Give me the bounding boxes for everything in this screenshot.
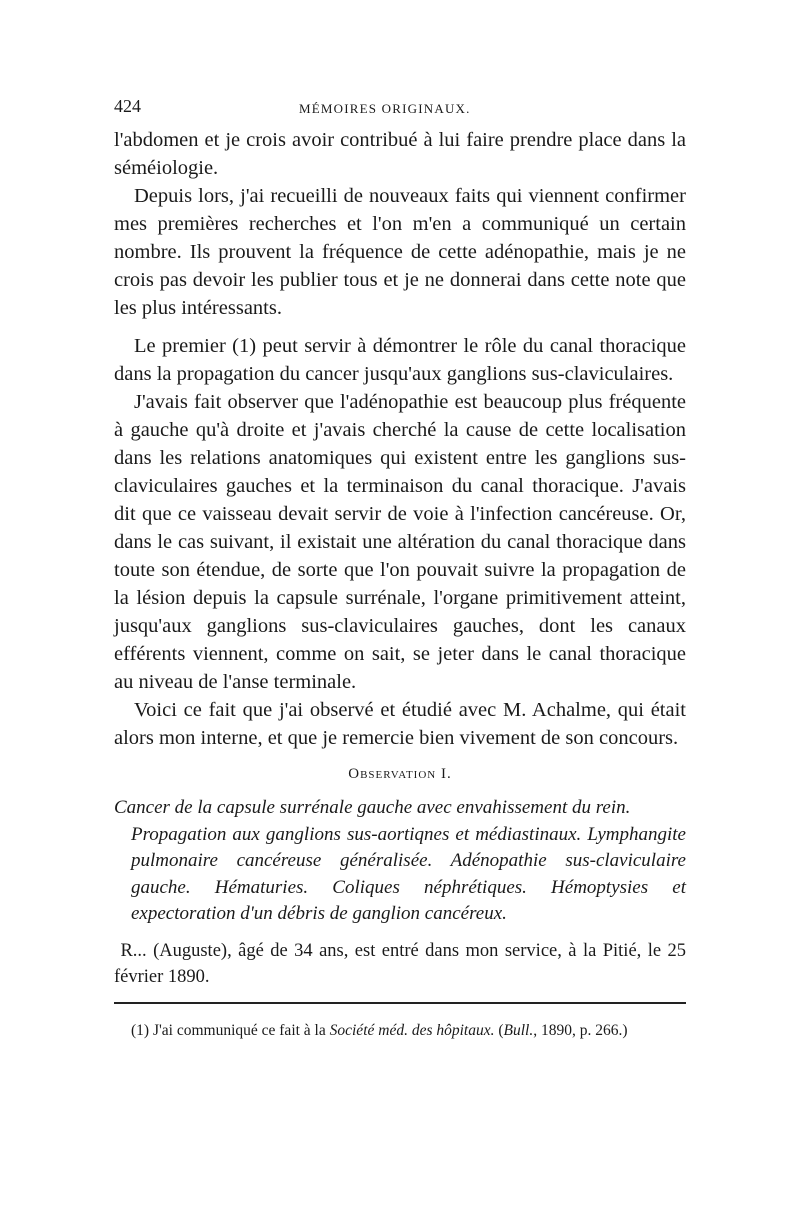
footnote-lead: (1) J'ai communiqué ce fait à la	[131, 1021, 326, 1039]
paragraph-gap	[114, 322, 686, 332]
page-number: 424	[114, 96, 141, 116]
footnote-rule	[114, 1002, 686, 1004]
paragraph-continuation: l'abdomen et je crois avoir contribué à lui faire prendre place dans la séméiologie.	[114, 129, 686, 179]
paragraph-depuis-lors: Depuis lors, j'ai recueilli de nouveaux faits qui viennent confirmer mes premières recherches et l'on m'en a communiqué un certain nombre. Ils prouvent la fréquence de cette adénopathie, mais je ne crois pas devoir les publier tous et je ne donnerai dans cette note que les plus intéressants.	[114, 185, 686, 319]
footnote-journal: Société méd. des hôpitaux.	[329, 1021, 495, 1039]
observation-patient-line: R... (Auguste), âgé de 34 ans, est entré dans mon service, à la Pitié, le 25 février 1890.	[114, 940, 687, 987]
observation-text	[114, 938, 686, 990]
observation-summary-first: Cancer de la capsule surrénale gauche avec envahissement du rein.	[114, 797, 631, 818]
main-text	[114, 126, 686, 752]
footnote	[114, 1020, 686, 1042]
observation-heading: Observation I.	[348, 766, 452, 782]
page	[114, 96, 686, 1042]
running-head	[114, 96, 686, 126]
paragraph-voici-ce-fait: Voici ce fait que j'ai observé et étudié avec M. Achalme, qui était alors mon interne, et que je remercie bien vivement de son concours.	[114, 699, 686, 749]
observation-summary-rest: Propagation aux ganglions sus-aortiqnes et médiastinaux. Lymphangite pulmonaire cancéreuse généralisée. Adénopathie sus-claviculaire gauche. Hématuries. Coliques néphrétiques. Hémoptysies et expectoration d'un débris de ganglion cancéreux.	[131, 823, 686, 924]
paragraph-le-premier: Le premier (1) peut servir à démontrer le rôle du canal thoracique dans la propagation du cancer jusqu'aux ganglions sus-claviculaires.	[114, 335, 686, 385]
observation-summary	[114, 795, 686, 928]
footnote-tail: , 1890, p. 266.)	[533, 1021, 628, 1039]
footnote-paren-open: (	[498, 1021, 504, 1039]
running-title: MÉMOIRES ORIGINAUX.	[299, 101, 471, 116]
paragraph-javais-fait: J'avais fait observer que l'adénopathie est beaucoup plus fréquente à gauche qu'à droite et j'avais cherché la cause de cette localisation dans les relations anatomiques qui existent entre les ganglions sus-claviculaires gauches et la terminaison du canal thoracique. J'avais dit que ce vaisseau devait servir de voie à l'infection cancéreuse. Or, dans le cas suivant, il existait une altération du canal thoracique dans toute son étendue, de sorte que l'on pouvait suivre la propagation de la lésion depuis la capsule surrénale, l'organe primitivement atteint, jusqu'aux ganglions sus-claviculaires gauches, dont les canaux efférents viennent, comme on sait, se jeter dans le canal thoracique au niveau de l'anse terminale.	[114, 391, 686, 693]
footnote-ref: Bull.	[503, 1021, 534, 1039]
